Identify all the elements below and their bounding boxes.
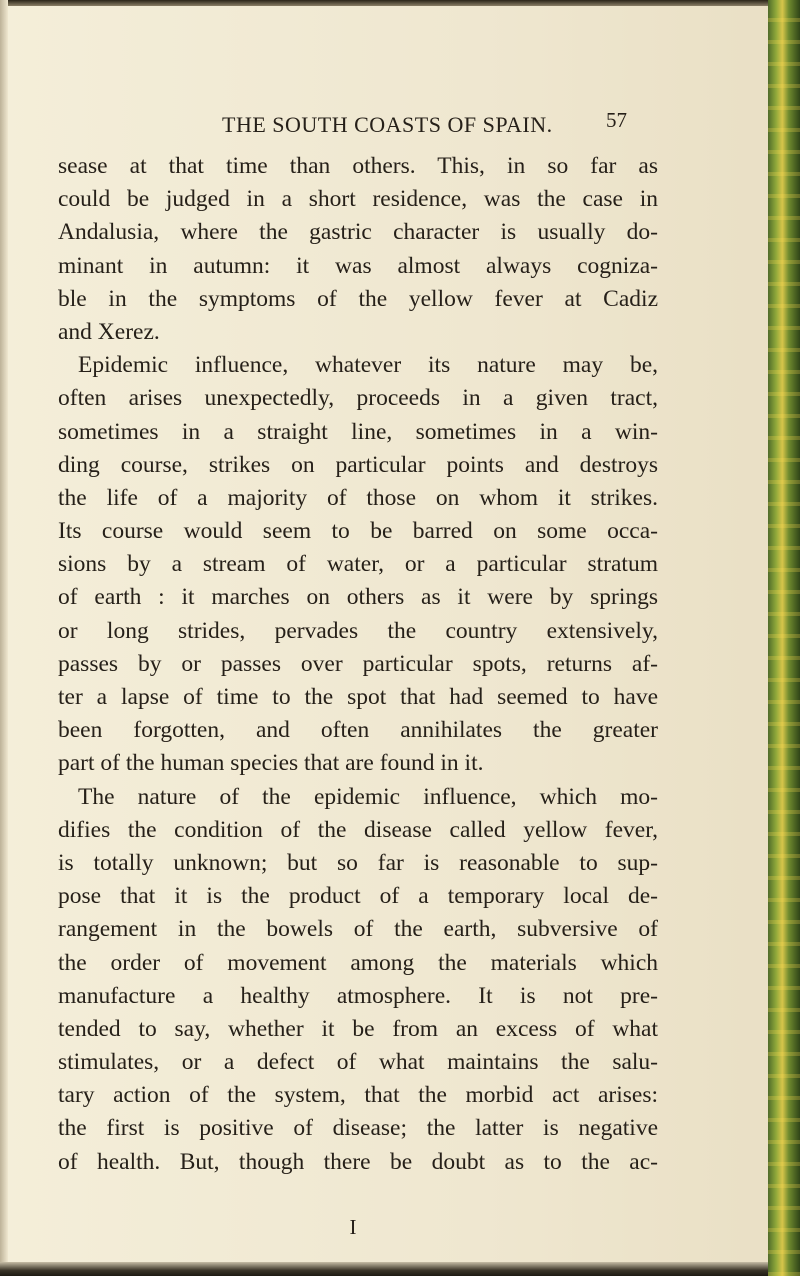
text-line: the first is positive of disease; the latter is negative [58, 1115, 658, 1142]
text-line: tary action of the system, that the morbid act arises: [58, 1082, 658, 1109]
text-line: of health. But, though there be doubt as to the ac- [58, 1148, 658, 1175]
text-line: often arises unexpectedly, proceeds in a given tract, [58, 385, 658, 412]
text-line: been forgotten, and often annihilates the greater [58, 717, 658, 744]
text-line: tended to say, whether it be from an excess of what [58, 1015, 658, 1042]
text-line: rangement in the bowels of the earth, subversive of [58, 916, 658, 943]
text-line: passes by or passes over particular spots, returns af- [58, 650, 658, 677]
text-line: ble in the symptoms of the yellow fever at Cadiz [58, 285, 658, 312]
text-line: ter a lapse of time to the spot that had seemed to have [58, 684, 658, 710]
text-line: manufacture a healthy atmosphere. It is not pre- [58, 982, 658, 1009]
text-line: could be judged in a short residence, was the case in [58, 186, 658, 213]
text-line: sometimes in a straight line, sometimes in a win- [58, 418, 658, 445]
paragraph-start-line: The nature of the epidemic influence, which mo- [78, 783, 658, 810]
page-header [0, 108, 768, 142]
paragraph-start-line: Epidemic influence, whatever its nature may be, [78, 352, 658, 379]
text-line: is totally unknown; but so far is reasonable to sup- [58, 849, 658, 876]
text-line: minant in autumn: it was almost always cogniza- [58, 252, 658, 279]
text-line: Its course would seem to be barred on some occa- [58, 518, 658, 545]
text-line: pose that it is the product of a temporary local de- [58, 883, 658, 910]
text-line: and Xerez. [58, 318, 160, 345]
running-head: THE SOUTH COASTS OF SPAIN. [222, 112, 553, 137]
text-line: of earth : it marches on others as it were by springs [58, 584, 658, 611]
text-line: the order of movement among the materials which [58, 949, 658, 976]
text-line: Andalusia, where the gastric character is usually do- [58, 219, 658, 246]
body-text [58, 150, 658, 1179]
text-line: sease at that time than others. This, in so far as [58, 153, 658, 179]
left-page-edge [0, 0, 8, 1276]
text-line: part of the human species that are found in it. [58, 750, 484, 777]
signature-mark: I [349, 1215, 357, 1239]
top-shadow-edge [0, 0, 800, 6]
bottom-shadow-edge [0, 1262, 770, 1276]
book-spine-edge [768, 0, 800, 1276]
text-line: ding course, strikes on particular points and destroys [58, 451, 658, 478]
text-line: stimulates, or a defect of what maintains the salu- [58, 1049, 658, 1076]
text-line: sions by a stream of water, or a particular stratum [58, 551, 658, 578]
text-line: the life of a majority of those on whom it strikes. [58, 484, 658, 511]
page-number: 57 [606, 108, 627, 132]
text-line: difies the condition of the disease called yellow fever, [58, 816, 658, 843]
text-line: or long strides, pervades the country extensively, [58, 617, 658, 644]
